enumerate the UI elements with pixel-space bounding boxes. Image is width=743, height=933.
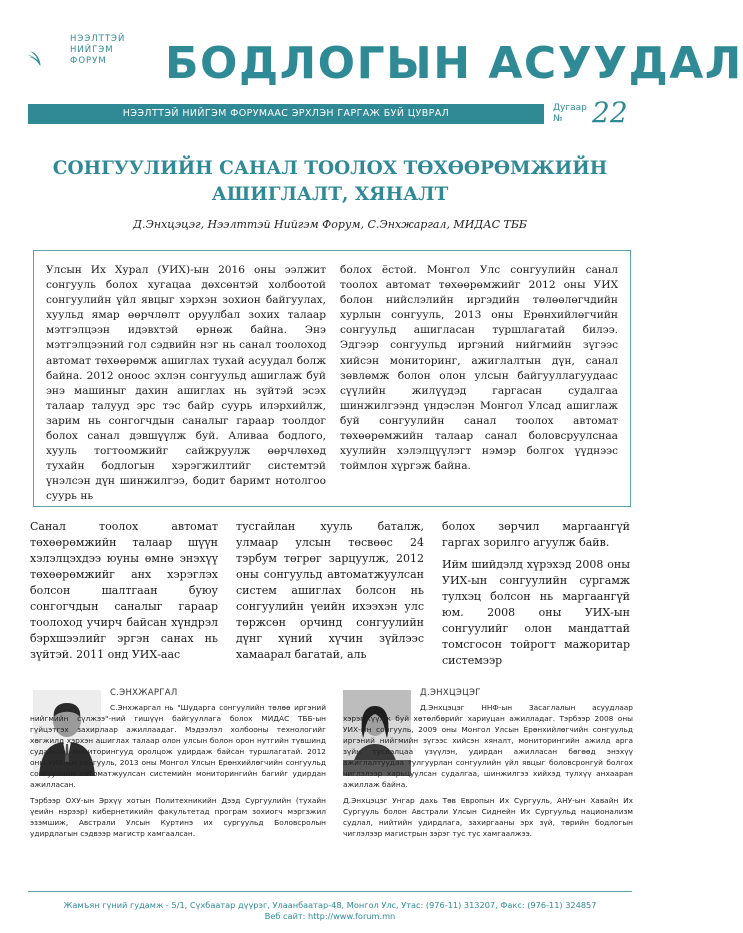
footer-address: Жамъян гүний гудамж - 5/1, Сүхбаатар дүүрэг, Улаанбаатар-48, Монгол Улс, Утас: (976-11) 313207, Факс: (976-11) 324857 (63, 900, 597, 910)
intro-box (33, 250, 631, 507)
issue-label-line2: № (553, 114, 563, 124)
article-title (28, 156, 632, 208)
logo-line-2: НИЙГЭМ (70, 45, 114, 55)
footer (28, 900, 632, 922)
bio-name-left: С.ЭНХЖАРГАЛ (110, 688, 178, 698)
series-subtitle-bar: НЭЭЛТТЭЙ НИЙГЭМ ФОРУМААС ЭРХЛЭН ГАРГАЖ БУЙ ЦУВРАЛ (28, 104, 544, 124)
bio-paragraph: Тэрбээр ОХУ-ын Эрхүү хотын Политехникийн Дээд Сургуулийн (тухайн үеийн нэрээр) кибернетикийн факультетад програм зохиогч мэргэжил эзэмшиж, Австрали Улсын Куртинэ их сургуульд Боловсролын удирдлагын сэдвээр магистр хамгаалсан. (30, 796, 326, 838)
masthead-title: БОДЛОГЫН АСУУДАЛ (165, 38, 743, 89)
bio-name-right: Д.ЭНХЦЭЦЭГ (420, 688, 481, 698)
logo-text (70, 34, 125, 67)
bio-text-right (343, 702, 633, 844)
bio-paragraph: Д.Энхцэцэг ННФ-ын Засаглалын асуудлаар хэрэгжүүлж буй хөтөлбөрийг хариуцан ажилладаг. Тэрбээр 2008 оны УИХ-ын сонгууль, 2009 оны Монгол Улсын Ерөнхийлөгчийн сонгуульд иргэний нийгмийн зүгээс хийсэн хяналт, мониторингийн ажилд арга зүйн туслалцаа үзүүлэн, удирдан ажилласан бөгөөд энэхүү ажиглалтуудаа тулгуурлан сонгуулийн үйл явцыг боловсронгуй болгох чиглэлээр харьцуулсан судалгаа, шинжилгээ хийхэд тулхүү анхааран ажиллаж байна. (343, 703, 633, 789)
bio-text-left (30, 702, 326, 844)
intro-paragraph-1: Улсын Их Хурал (УИХ)-ын 2016 оны ээлжит сонгууль болох хугацаа дөхсөнтэй холбоотой сонгуулийн үйл явцыг хэрхэн зохион байгуулах, хуульд ямар өөрчлөлт оруулбал зохих талаар мэтгэлцээн идэвхтэй өрнөж байна. Энэ мэтгэлцээний гол сэдвийн нэг нь санал тоолоход автомат төхөөрөмж ашиглах тухай асуудал болж байна. 2012 оноос эхлэн сонгуульд ашиглаж буй энэ машиныг дахин ашиглах нь зүйтэй эсэх талаар талууд эрс тэс байр суурь илэрхийлж, зарим нь сонгогчдын саналыг гараар тоолдог болох санал дэвшүүлж буй. Аливаа бодлого, хууль тогтоомжийг сайжруулж өөрчлөхөд тухайн бодлогын хэрэгжилтийг системтэй үнэлсэн дүн шинжилгээ, бодит баримт нотолгоо суурь нь (46, 264, 326, 503)
issue-number: 22 (592, 96, 628, 129)
body-paragraph: тусгайлан хууль баталж, улмаар улсын төсвөөс 24 тэрбум төгрөг зарцуулж, 2012 оны сонгуульд автоматжуулсан систем ашиглах болсон нь сонгуулийн үеийн ихээхэн улс төржсөн орчинд сонгуулийн дүнг хүний хүчин зүйлээс хамаарал багатай, аль (236, 520, 424, 661)
body-column-3 (442, 519, 630, 675)
bio-paragraph: Д.Энхцэцэг Унгар дахь Төв Европын Их Сургууль, АНУ-ын Хавайн Их Сургууль болон Австрали Улсын Сиднейн Их Сургуульд национализм судлал, нийтийн удирдлага, захиргааны эрх зүй, төрийн бодлогын чиглэлээр магистрын зэрэг тус тус хамгаалжээ. (343, 796, 633, 838)
body-paragraph: болох зөрчил маргаангүй гаргах зорилго агуулж байв. (442, 520, 630, 549)
intro-paragraph-2: болох ёстой. Монгол Улс сонгуулийн санал тоолох автомат төхөөрөмжийг 2012 оны УИХ болон нийслэлийн иргэдийн төлөөлөгчдийн хурлын сонгууль, 2013 оны Ерөнхийлөгчийн сонгуульд ашигласан туршлагатай билээ. Эдгээр сонгуульд иргэний нийгмийн зүгээс хийсэн мониторинг, ажиглалтын дүн, санал зөвлөмж болон олон улсын байгууллагуудаас сүүлийн жилүүдэд гаргасан судалгаа шинжилгээнд үндэслэн Монгол Улсад ашиглаж буй сонгуулийн санал тоолох автомат төхөөрөмжийн талаар санал боловсруулснаа хуулийн хэлэлцүүлэгт нэмэр болгох үүднээс тоймлон хүргэж байна. (340, 264, 618, 473)
article-authors: Д.Энхцэцэг, Нээлттэй Нийгэм Форум, С.Энхжаргал, МИДАС ТББ (133, 218, 527, 231)
issue-label-line1: Дугаар (553, 103, 587, 113)
title-line-2: АШИГЛАЛТ, ХЯНАЛТ (211, 184, 449, 205)
title-line-1: СОНГУУЛИЙН САНАЛ ТООЛОХ ТӨХӨӨРӨМЖИЙН (52, 158, 608, 179)
logo-line-3: ФОРУМ (70, 56, 107, 66)
intro-column-2 (340, 263, 618, 478)
body-paragraph: Ийм шийдэлд хүрэхэд 2008 оны УИХ-ын сонгуулийн сургамж тулхэц болсон нь маргаангүй юм. 2008 оны УИХ-ын сонгуулийг олон мандаттай томсгосон тойрогт мажоритар системээр (442, 558, 630, 667)
footer-divider (28, 891, 632, 892)
body-paragraph: Санал тоолох автомат төхөөрөмжийн талаар шүүн хэлэлцэхдээ юуны өмнө энэхүү төхөөрөмжийг анх хэрэглэх болсон шалтгаан буюу сонгогчдын саналыг гараар тоолоход учирч байсан хүндрэл бэрхшээлийг эргэн санах нь зүйтэй. 2011 онд УИХ-аас (30, 520, 218, 661)
intro-column-1 (46, 263, 326, 509)
body-column-2 (236, 519, 424, 669)
bio-paragraph: С.Энхжаргал нь "Шударга сонгуулийн төлөө иргэний нийгмийн сүлжээ"-ний гишүүн байгууллага болох МИДАС ТББ-ын гүйцэтгэх захирлаар ажиллаадаг. Мэдээлэл холбооны технологийг хөгжилд хэрхэн ашиглах талаар олон улсын болон орон нутгийн түвшинд судалгаа, мониторингууд оролцож удирдаж байсан туршлагатай. 2012 оны УИХ-ын сонгууль, 2013 оны Монгол Улсын Ерөнхийлөгчийн сонгуульд сонгуулийн автоматжуулсан системийн мониторингийн багийг удирдан ажиллаcан. (30, 703, 326, 789)
body-column-1 (30, 519, 218, 669)
logo-line-1: НЭЭЛТТЭЙ (70, 34, 126, 44)
footer-website[interactable]: Веб сайт: http://www.forum.mn (264, 911, 396, 921)
issue-label (553, 103, 587, 125)
forum-logo-icon (28, 30, 70, 90)
